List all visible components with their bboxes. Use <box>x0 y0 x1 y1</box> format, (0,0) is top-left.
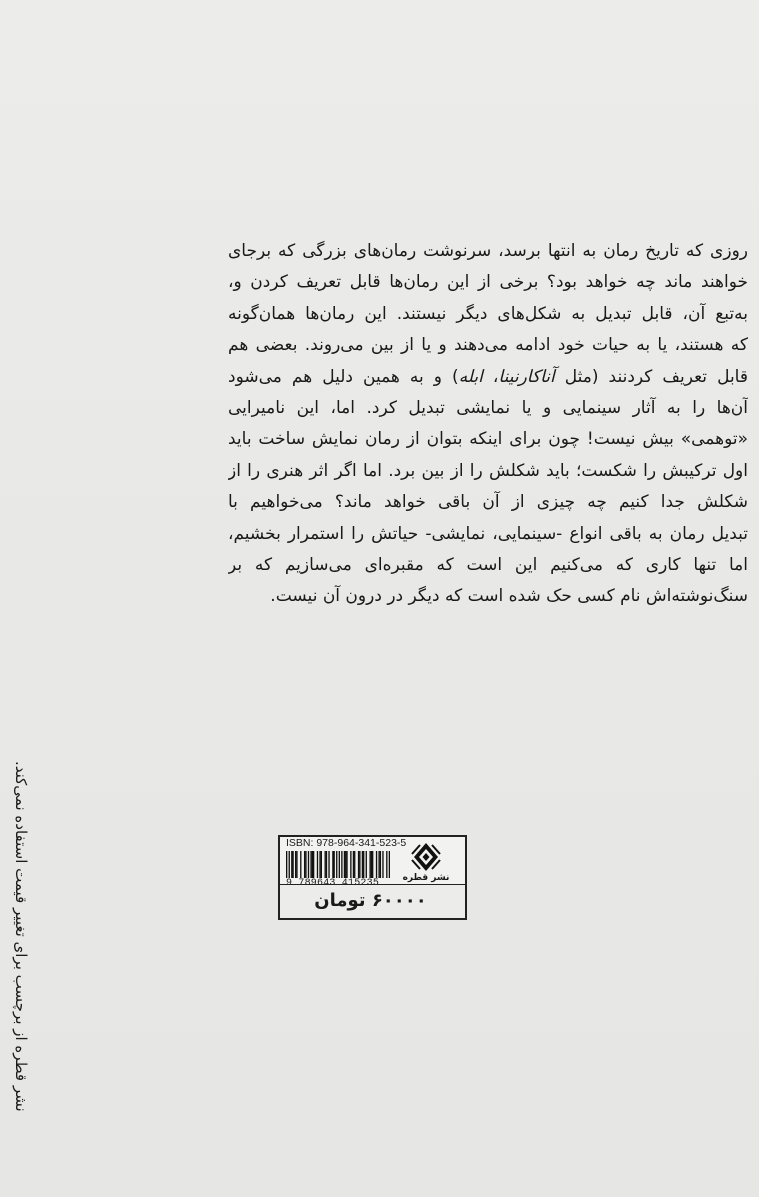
barcode-bar <box>354 851 355 881</box>
barcode-bar <box>326 851 327 881</box>
barcode-bar <box>334 851 335 881</box>
barcode-bar <box>305 851 306 881</box>
blurb-line: شکلش جدا کنیم چه چیزی از آن باقی خواهد ماند؟ می‌خواهیم با <box>228 492 748 513</box>
barcode-bar <box>344 851 345 881</box>
title-separator: ، <box>482 366 499 387</box>
barcode-bar <box>304 851 305 881</box>
barcode-bar <box>345 851 346 881</box>
barcode-bar <box>328 851 329 881</box>
barcode-bar <box>359 851 360 881</box>
blurb-line: خواهند ماند چه خواهد بود؟ برخی از این رمان‌ها قابل تعریف کردن و، <box>228 272 748 293</box>
barcode-bar <box>376 851 377 881</box>
barcode-bar <box>353 851 354 881</box>
barcode-bar <box>319 851 320 881</box>
barcode-bar <box>300 851 301 881</box>
barcode-bar <box>313 851 314 881</box>
barcode-bar <box>317 851 318 881</box>
paren-close: ) <box>442 366 459 387</box>
book-title-idiot: ابله <box>458 366 483 387</box>
blurb-text <box>228 236 748 613</box>
barcode-bar <box>312 851 313 881</box>
isbn-label: ISBN: 978-964-341-523-5 <box>286 837 407 849</box>
barcode-bar <box>286 851 287 881</box>
barcode-bar <box>358 851 359 881</box>
blurb-line: تبدیل رمان به باقی انواع -سینمایی، نمایشی- حیاتش را استمرار بخشیم، <box>228 523 748 544</box>
blurb-line: آن‌ها را به آثار سینمایی و یا نمایشی تبدیل کرد. اما، این نامیرایی <box>228 397 748 418</box>
blurb-line-with-titles <box>228 362 748 393</box>
barcode-bar <box>339 851 340 881</box>
publisher-name: نشر قطره <box>402 873 450 883</box>
barcode-bar <box>386 851 387 881</box>
blurb-line: سنگ‌نوشته‌اش نام کسی حک شده است که دیگر در درون آن نیست. <box>270 586 748 607</box>
barcode-bar <box>389 851 390 881</box>
barcode-bar <box>325 851 326 881</box>
blurb-line: روزی که تاریخ رمان به انتها برسد، سرنوشت رمان‌های بزرگی که برجای <box>228 241 748 261</box>
price-label: ۶۰۰۰۰ تومان <box>314 890 427 911</box>
blurb-line: اول ترکیبش را شکست؛ باید شکلش را از بین برد. اما اگر اثر هنری را از <box>228 460 748 481</box>
blurb-line: به‌تبع آن، قابل تبدیل به شکل‌های دیگر نیستند. این رمان‌ها همان‌گونه <box>228 303 748 324</box>
barcode-bar <box>346 851 347 881</box>
barcode-bar <box>382 851 383 881</box>
barcode-bar <box>295 851 296 881</box>
barcode-bar <box>362 851 363 881</box>
barcode-bar <box>292 851 293 881</box>
barcode-bars <box>286 851 390 881</box>
blurb-line-suffix: و به همین دلیل هم می‌شود <box>228 366 443 387</box>
blurb-line: اما تنها کاری که می‌کنیم این است که مقبره‌ای می‌سازیم که بر <box>228 554 748 575</box>
barcode-bar <box>372 851 373 881</box>
barcode-bar <box>350 851 351 881</box>
barcode-bar <box>369 851 370 881</box>
barcode-bar <box>321 851 322 881</box>
blurb-line-prefix: قابل تعریف کردنند (مثل <box>554 366 748 387</box>
book-title-anna-karenina: آناکارنینا <box>498 366 555 387</box>
barcode-bar <box>378 851 379 881</box>
price-sticker-note: نشر قطره از برچسب برای تغییر قیمت استفاده نمی‌کند. <box>12 761 30 1112</box>
barcode-bar <box>380 851 381 881</box>
barcode-bar <box>371 851 372 881</box>
barcode-bar <box>332 851 333 881</box>
barcode-bar <box>341 851 342 881</box>
barcode-bar <box>289 851 290 881</box>
barcode-bar <box>363 851 364 881</box>
barcode-bar <box>296 851 297 881</box>
barcode-bar <box>291 851 292 881</box>
barcode-bar <box>336 851 337 881</box>
blurb-line: «توهمی» بیش نیست! چون برای اینکه بتوان از رمان نمایش ساخت باید <box>228 429 748 450</box>
barcode-bar <box>308 851 309 881</box>
barcode-bar <box>366 851 367 881</box>
barcode-bar <box>310 851 311 881</box>
blurb-line: که هستند، یا به حیات خود ادامه می‌دهند و یا از بین می‌روند. بعضی هم <box>228 335 748 356</box>
